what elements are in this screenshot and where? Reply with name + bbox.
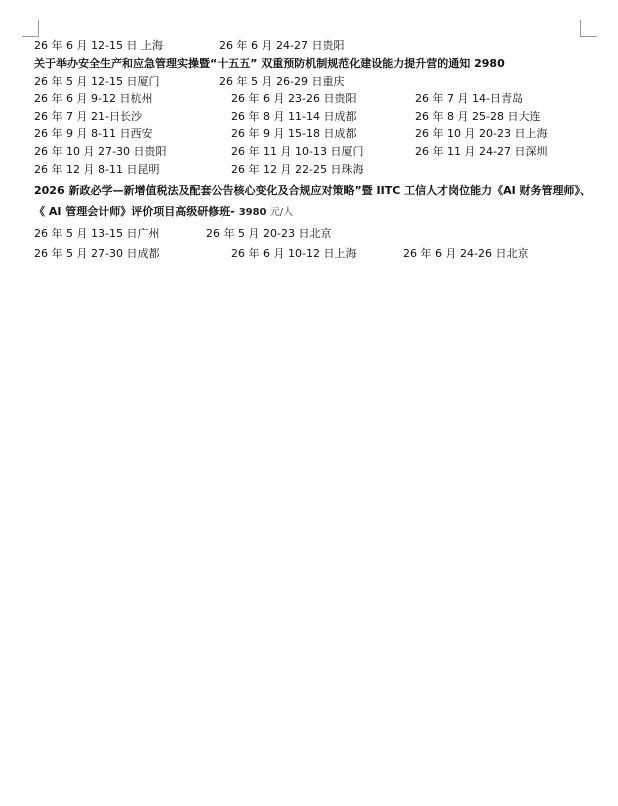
- schedule-row: [34, 90, 594, 108]
- page-corner-mark-top-right: [580, 20, 597, 37]
- schedule-entry: 26 年 10 月 20-23 日上海: [415, 127, 548, 141]
- schedule-row: [34, 161, 594, 179]
- page-corner-mark-top-left: [22, 20, 39, 37]
- schedule-entry: 26 年 12 月 22-25 日珠海: [231, 162, 364, 176]
- schedule-entry: 26 年 5 月 13-15 日广州: [34, 227, 160, 241]
- schedule-entry: 26 年 5 月 27-30 日成都: [34, 247, 160, 261]
- schedule-entry: 26 年 11 月 10-13 日厦门: [231, 144, 364, 158]
- schedule-row: [34, 224, 594, 244]
- schedule-entry: 26 年 8 月 25-28 日大连: [415, 109, 541, 123]
- schedule-row: [34, 125, 594, 143]
- schedule-row: [34, 73, 594, 91]
- schedule-entry: 26 年 11 月 24-27 日深圳: [415, 144, 548, 158]
- schedule-entry: 26 年 5 月 26-29 日重庆: [219, 74, 345, 88]
- section-2-price: [239, 207, 293, 218]
- price-unit: 元/人: [269, 207, 294, 219]
- schedule-entry: 26 年 6 月 24-27 日贵阳: [219, 39, 345, 52]
- schedule-entry: 26 年 7 月 14-日青岛: [415, 92, 523, 106]
- schedule-entry: 26 年 5 月 20-23 日北京: [206, 227, 332, 241]
- section-1-title: 关于举办安全生产和应急管理实操暨“十五五” 双重预防机制规范化建设能力提升营的通知 2980: [34, 56, 505, 70]
- section-2-title: 2026 新政必学—新增值税法及配套公告核心变化及合规应对策略”暨 IITC 工信人才岗位能力《AI 财务管理师》、《 AI 管理会计师》评价项目高级研修班-: [34, 184, 592, 219]
- schedule-entry: 26 年 10 月 27-30 日贵阳: [34, 144, 167, 158]
- price-amount: 3980: [238, 207, 267, 219]
- schedule-row: [34, 143, 594, 161]
- schedule-entry: 26 年 6 月 9-12 日杭州: [34, 92, 153, 106]
- schedule-row: [34, 37, 594, 55]
- schedule-entry: 26 年 8 月 11-14 日成都: [231, 109, 357, 123]
- schedule-entry: 26 年 12 月 8-11 日昆明: [34, 162, 160, 176]
- schedule-entry: 26 年 6 月 12-15 日 上海: [34, 39, 163, 52]
- schedule-entry: 26 年 9 月 8-11 日西安: [34, 127, 153, 141]
- schedule-entry: 26 年 6 月 23-26 日贵阳: [231, 92, 357, 106]
- schedule-entry: 26 年 6 月 24-26 日北京: [403, 247, 529, 261]
- schedule-entry: 26 年 6 月 10-12 日上海: [231, 247, 357, 261]
- schedule-row: [34, 108, 594, 126]
- schedule-entry: 26 年 7 月 21-日长沙: [34, 109, 142, 123]
- section-2-title-block: [34, 180, 594, 223]
- schedule-entry: 26 年 9 月 15-18 日成都: [231, 127, 357, 141]
- schedule-row: [34, 244, 594, 264]
- document-body: [34, 37, 594, 264]
- schedule-entry: 26 年 5 月 12-15 日厦门: [34, 74, 160, 88]
